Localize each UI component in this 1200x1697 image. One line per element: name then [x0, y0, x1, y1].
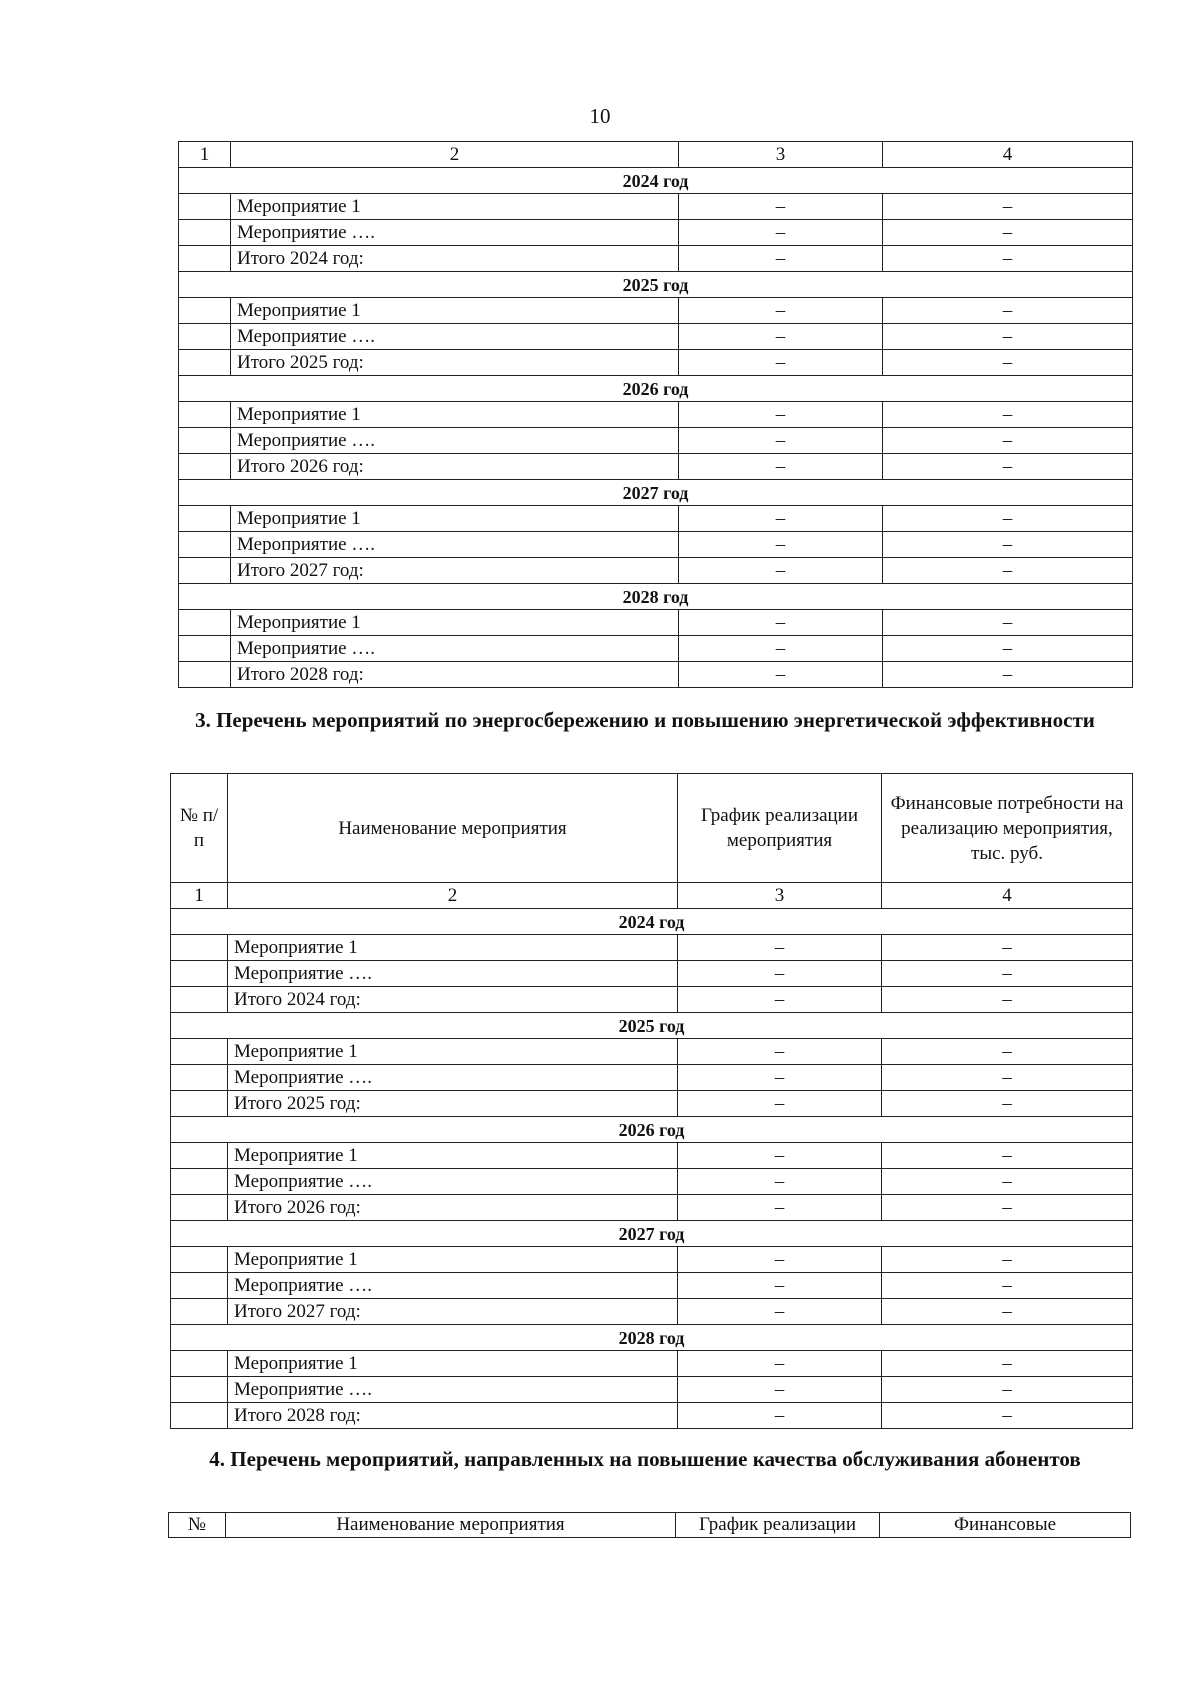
table-row — [179, 246, 1133, 272]
table-row — [171, 1299, 1133, 1325]
schedule-cell: – — [678, 1091, 882, 1117]
column-number: 4 — [883, 142, 1133, 168]
table-row — [171, 1403, 1133, 1429]
row-number-cell — [171, 935, 228, 961]
table-row — [171, 987, 1133, 1013]
row-number-cell — [179, 454, 231, 480]
row-number-cell — [171, 1403, 228, 1429]
total-label: Итого 2025 год: — [228, 1091, 678, 1117]
event-name: Мероприятие …. — [231, 532, 679, 558]
row-number-cell — [171, 1273, 228, 1299]
event-name: Мероприятие …. — [228, 961, 678, 987]
table-row — [179, 454, 1133, 480]
finance-cell: – — [882, 1091, 1133, 1117]
table-header-row — [171, 774, 1133, 883]
schedule-cell: – — [678, 1247, 882, 1273]
event-name: Мероприятие 1 — [231, 298, 679, 324]
schedule-cell: – — [679, 324, 883, 350]
schedule-cell: – — [679, 506, 883, 532]
schedule-cell: – — [678, 1039, 882, 1065]
finance-cell: – — [883, 558, 1133, 584]
table-row — [179, 532, 1133, 558]
schedule-cell: – — [678, 1169, 882, 1195]
table-row — [179, 402, 1133, 428]
total-label: Итого 2026 год: — [231, 454, 679, 480]
row-number-cell — [171, 1143, 228, 1169]
header-num: № — [169, 1513, 226, 1538]
table-row — [171, 1247, 1133, 1273]
finance-cell: – — [883, 662, 1133, 688]
finance-cell: – — [883, 324, 1133, 350]
column-number: 3 — [679, 142, 883, 168]
table-service-quality — [168, 1512, 1131, 1538]
total-label: Итого 2028 год: — [228, 1403, 678, 1429]
finance-cell: – — [883, 350, 1133, 376]
header-finance: Финансовые — [880, 1513, 1131, 1538]
year-heading: 2026 год — [171, 1117, 1133, 1143]
finance-cell: – — [883, 428, 1133, 454]
event-name: Мероприятие 1 — [231, 194, 679, 220]
row-number-cell — [171, 1195, 228, 1221]
year-heading: 2024 год — [171, 909, 1133, 935]
finance-cell: – — [883, 636, 1133, 662]
year-row — [179, 376, 1133, 402]
year-row — [179, 168, 1133, 194]
table-row — [179, 610, 1133, 636]
row-number-cell — [171, 1039, 228, 1065]
table-row — [179, 298, 1133, 324]
column-number-row — [179, 142, 1133, 168]
schedule-cell: – — [678, 1351, 882, 1377]
header-num: № п/п — [171, 774, 228, 883]
event-name: Мероприятие …. — [231, 636, 679, 662]
schedule-cell: – — [679, 662, 883, 688]
year-heading: 2028 год — [171, 1325, 1133, 1351]
table-row — [171, 935, 1133, 961]
table-energy-saving — [170, 773, 1133, 1429]
year-row — [171, 1013, 1133, 1039]
row-number-cell — [179, 636, 231, 662]
row-number-cell — [179, 194, 231, 220]
event-name: Мероприятие …. — [228, 1169, 678, 1195]
total-label: Итого 2027 год: — [231, 558, 679, 584]
header-finance: Финансовые потребности на реализацию мероприятия, тыс. руб. — [882, 774, 1133, 883]
row-number-cell — [171, 1247, 228, 1273]
table-header-row — [169, 1513, 1131, 1538]
year-heading: 2025 год — [171, 1013, 1133, 1039]
finance-cell: – — [883, 506, 1133, 532]
header-name: Наименование мероприятия — [226, 1513, 676, 1538]
year-heading: 2025 год — [179, 272, 1133, 298]
row-number-cell — [171, 1091, 228, 1117]
schedule-cell: – — [679, 246, 883, 272]
table-row — [171, 961, 1133, 987]
finance-cell: – — [882, 961, 1133, 987]
finance-cell: – — [882, 1169, 1133, 1195]
table-row — [179, 350, 1133, 376]
schedule-cell: – — [678, 1299, 882, 1325]
total-label: Итого 2024 год: — [228, 987, 678, 1013]
table-row — [179, 220, 1133, 246]
event-name: Мероприятие 1 — [228, 1351, 678, 1377]
schedule-cell: – — [679, 454, 883, 480]
finance-cell: – — [883, 532, 1133, 558]
table-row — [179, 324, 1133, 350]
event-name: Мероприятие …. — [231, 220, 679, 246]
schedule-cell: – — [679, 194, 883, 220]
column-number: 4 — [882, 883, 1133, 909]
row-number-cell — [179, 350, 231, 376]
row-number-cell — [171, 961, 228, 987]
finance-cell: – — [883, 246, 1133, 272]
table-row — [171, 1039, 1133, 1065]
finance-cell: – — [882, 935, 1133, 961]
header-schedule: График реализации — [676, 1513, 880, 1538]
table-row — [171, 1351, 1133, 1377]
year-row — [171, 1325, 1133, 1351]
year-row — [179, 584, 1133, 610]
column-number: 2 — [231, 142, 679, 168]
year-heading: 2024 год — [179, 168, 1133, 194]
total-label: Итого 2027 год: — [228, 1299, 678, 1325]
event-name: Мероприятие …. — [231, 428, 679, 454]
schedule-cell: – — [678, 1403, 882, 1429]
row-number-cell — [179, 324, 231, 350]
schedule-cell: – — [679, 220, 883, 246]
table-row — [171, 1273, 1133, 1299]
table-row — [179, 662, 1133, 688]
page-number: 10 — [589, 104, 611, 128]
row-number-cell — [179, 532, 231, 558]
table-row — [179, 636, 1133, 662]
event-name: Мероприятие 1 — [231, 506, 679, 532]
event-name: Мероприятие 1 — [231, 402, 679, 428]
header-name: Наименование мероприятия — [228, 774, 678, 883]
finance-cell: – — [882, 1377, 1133, 1403]
schedule-cell: – — [678, 1065, 882, 1091]
finance-cell: – — [883, 402, 1133, 428]
event-name: Мероприятие …. — [231, 324, 679, 350]
row-number-cell — [179, 558, 231, 584]
total-label: Итого 2028 год: — [231, 662, 679, 688]
finance-cell: – — [882, 1403, 1133, 1429]
row-number-cell — [171, 1169, 228, 1195]
schedule-cell: – — [678, 1377, 882, 1403]
finance-cell: – — [882, 1039, 1133, 1065]
schedule-cell: – — [678, 987, 882, 1013]
year-heading: 2026 год — [179, 376, 1133, 402]
table-row — [179, 506, 1133, 532]
year-row — [171, 909, 1133, 935]
schedule-cell: – — [679, 558, 883, 584]
finance-cell: – — [883, 194, 1133, 220]
schedule-cell: – — [678, 961, 882, 987]
schedule-cell: – — [678, 935, 882, 961]
finance-cell: – — [882, 1351, 1133, 1377]
row-number-cell — [171, 1351, 228, 1377]
row-number-cell — [179, 662, 231, 688]
finance-cell: – — [883, 610, 1133, 636]
schedule-cell: – — [679, 402, 883, 428]
event-name: Мероприятие …. — [228, 1273, 678, 1299]
table-row — [171, 1143, 1133, 1169]
row-number-cell — [179, 610, 231, 636]
event-name: Мероприятие 1 — [231, 610, 679, 636]
finance-cell: – — [882, 1247, 1133, 1273]
schedule-cell: – — [679, 350, 883, 376]
row-number-cell — [179, 246, 231, 272]
event-name: Мероприятие …. — [228, 1065, 678, 1091]
row-number-cell — [179, 428, 231, 454]
row-number-cell — [171, 1299, 228, 1325]
section-4-title: 4. Перечень мероприятий, направленных на повышение качества обслуживания абонентов — [209, 1447, 1081, 1471]
finance-cell: – — [882, 987, 1133, 1013]
table-continuation — [178, 141, 1133, 688]
table-row — [171, 1377, 1133, 1403]
column-number: 3 — [678, 883, 882, 909]
finance-cell: – — [883, 454, 1133, 480]
row-number-cell — [179, 506, 231, 532]
total-label: Итого 2026 год: — [228, 1195, 678, 1221]
event-name: Мероприятие …. — [228, 1377, 678, 1403]
table-row — [171, 1169, 1133, 1195]
column-number: 1 — [171, 883, 228, 909]
year-row — [179, 272, 1133, 298]
header-schedule: График реализации мероприятия — [678, 774, 882, 883]
finance-cell: – — [883, 220, 1133, 246]
section-3-title: 3. Перечень мероприятий по энергосбережению и повышению энергетической эффективности — [195, 708, 1095, 732]
schedule-cell: – — [679, 298, 883, 324]
table-row — [171, 1091, 1133, 1117]
table-row — [179, 428, 1133, 454]
schedule-cell: – — [679, 610, 883, 636]
event-name: Мероприятие 1 — [228, 1247, 678, 1273]
finance-cell: – — [882, 1065, 1133, 1091]
column-number-row — [171, 883, 1133, 909]
year-heading: 2028 год — [179, 584, 1133, 610]
row-number-cell — [179, 402, 231, 428]
finance-cell: – — [882, 1299, 1133, 1325]
column-number: 1 — [179, 142, 231, 168]
finance-cell: – — [882, 1273, 1133, 1299]
schedule-cell: – — [678, 1143, 882, 1169]
event-name: Мероприятие 1 — [228, 1143, 678, 1169]
schedule-cell: – — [678, 1195, 882, 1221]
row-number-cell — [179, 298, 231, 324]
schedule-cell: – — [679, 636, 883, 662]
year-heading: 2027 год — [179, 480, 1133, 506]
schedule-cell: – — [679, 532, 883, 558]
total-label: Итого 2025 год: — [231, 350, 679, 376]
event-name: Мероприятие 1 — [228, 935, 678, 961]
column-number: 2 — [228, 883, 678, 909]
table-row — [171, 1195, 1133, 1221]
finance-cell: – — [883, 298, 1133, 324]
row-number-cell — [171, 987, 228, 1013]
schedule-cell: – — [678, 1273, 882, 1299]
schedule-cell: – — [679, 428, 883, 454]
row-number-cell — [171, 1377, 228, 1403]
year-row — [171, 1117, 1133, 1143]
table-row — [171, 1065, 1133, 1091]
year-row — [171, 1221, 1133, 1247]
total-label: Итого 2024 год: — [231, 246, 679, 272]
year-row — [179, 480, 1133, 506]
finance-cell: – — [882, 1143, 1133, 1169]
table-row — [179, 558, 1133, 584]
row-number-cell — [179, 220, 231, 246]
year-heading: 2027 год — [171, 1221, 1133, 1247]
event-name: Мероприятие 1 — [228, 1039, 678, 1065]
table-row — [179, 194, 1133, 220]
row-number-cell — [171, 1065, 228, 1091]
finance-cell: – — [882, 1195, 1133, 1221]
